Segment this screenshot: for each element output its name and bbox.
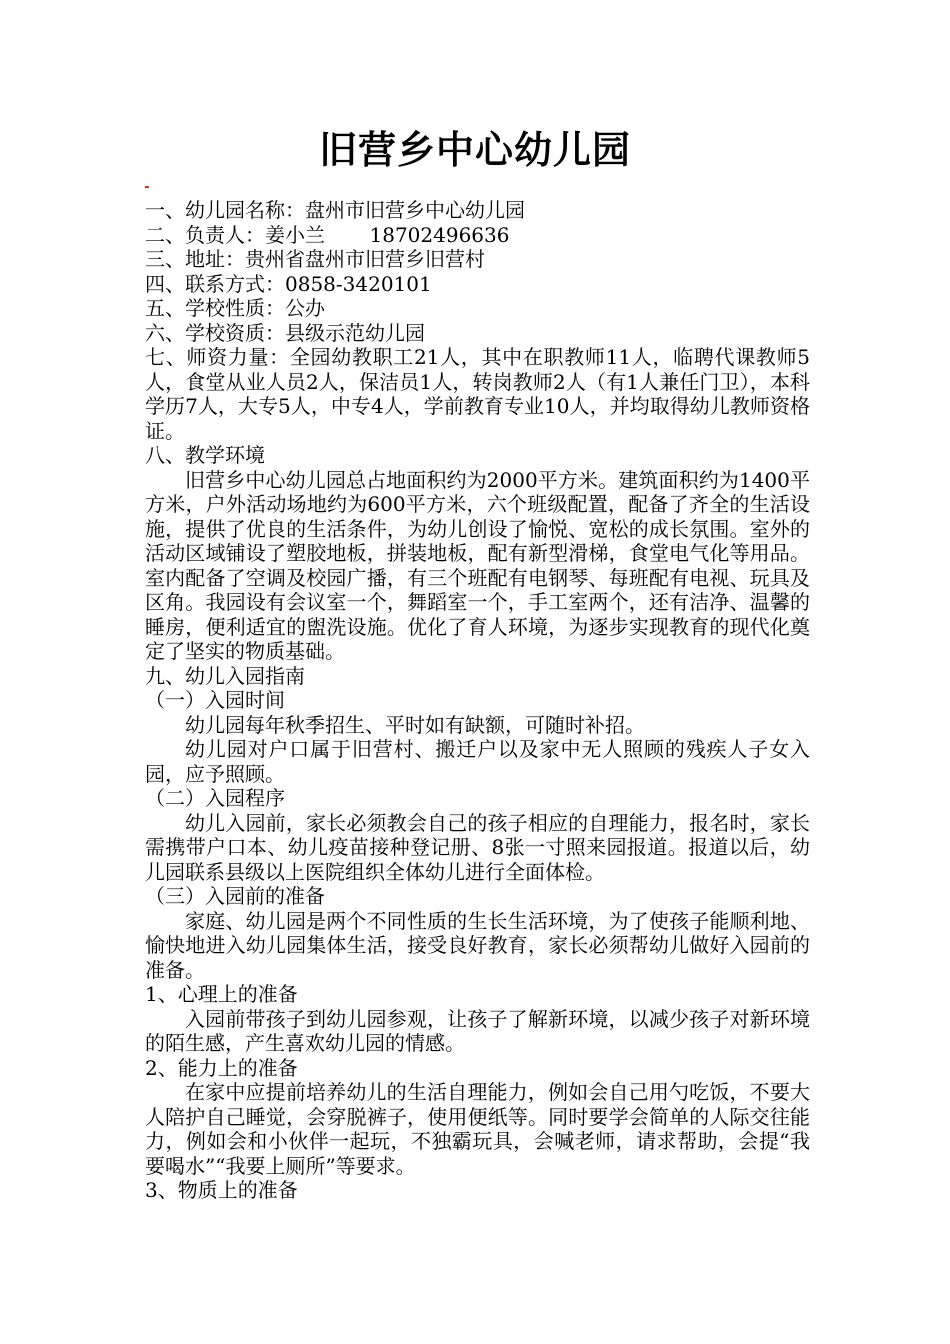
ability-paragraph: 在家中应提前培养幼儿的生活自理能力，例如会自己用勺吃饭，不要大人陪护自己睡觉，会穿脱裤子，使用便纸等。同时要学会简单的人际交往能力，例如会和小伙伴一起玩，不独霸玩具，会喊老师，请求帮助，会提“我要喝水”“我要上厕所”等要求。 — [145, 1080, 810, 1178]
environment-heading: 八、教学环境 — [145, 443, 265, 467]
time-paragraph-1: 幼儿园每年秋季招生、平时如有缺额，可随时补招。 — [185, 712, 645, 737]
teachers-paragraph: 七、师资力量：全园幼教职工21人，其中在职教师11人，临聘代课教师5人，食堂从业人员2人，保洁员1人，转岗教师2人（有1人兼任门卫），本科学历7人，大专5人，中专4人，学前教育专业10人，并均取得幼儿教师资格证。 — [145, 345, 810, 443]
prep-paragraph: 家庭、幼儿园是两个不同性质的生长生活环境，为了使孩子能顺利地、愉快地进入幼儿园集体生活，接受良好教育，家长必须帮幼儿做好入园前的准备。 — [145, 908, 810, 982]
psych-paragraph: 入园前带孩子到幼儿园参观，让孩子了解新环境，以减少孩子对新环境的陌生感，产生喜欢幼儿园的情感。 — [145, 1006, 810, 1055]
material-heading: 3、物质上的准备 — [145, 1178, 298, 1202]
info-nature: 五、学校性质：公办 — [145, 296, 325, 320]
info-person: 二、负责人：姜小兰 18702496636 — [145, 222, 510, 247]
info-contact: 四、联系方式：0858-3420101 — [145, 271, 432, 296]
page-title: 旧营乡中心幼儿园 — [318, 128, 631, 172]
info-address: 三、地址：贵州省盘州市旧营乡旧营村 — [145, 247, 485, 271]
document-body — [145, 198, 810, 1203]
red-mark — [145, 186, 149, 188]
time-heading: （一）入园时间 — [145, 688, 285, 712]
time-paragraph-2: 幼儿园对户口属于旧营村、搬迁户以及家中无人照顾的残疾人子女入园，应予照顾。 — [145, 737, 810, 786]
guide-heading: 九、幼儿入园指南 — [145, 663, 305, 688]
info-qualification: 六、学校资质：县级示范幼儿园 — [145, 320, 425, 345]
environment-paragraph: 旧营乡中心幼儿园总占地面积约为2000平方米。建筑面积约为1400平方米，户外活动场地约为600平方米，六个班级配置，配备了齐全的生活设施，提供了优良的生活条件，为幼儿创设了愉悦、宽松的成长氛围。室外的活动区域铺设了塑胶地板，拼装地板，配有新型滑梯，食堂电气化等用品。室内配备了空调及校园广播，有三个班配有电钢琴、每班配有电视、玩具及区角。我园设有会议室一个，舞蹈室一个，手工室两个，还有洁净、温馨的睡房，便利适宜的盥洗设施。优化了育人环境，为逐步实现教育的现代化奠定了坚实的物质基础。 — [145, 467, 810, 663]
psych-heading: 1、心理上的准备 — [145, 982, 298, 1006]
procedure-heading: （二）入园程序 — [145, 786, 285, 810]
prep-heading: （三）入园前的准备 — [145, 884, 325, 908]
procedure-paragraph: 幼儿入园前，家长必须教会自己的孩子相应的自理能力，报名时，家长需携带户口本、幼儿疫苗接种登记册、8张一寸照来园报道。报道以后，幼儿园联系县级以上医院组织全体幼儿进行全面体检。 — [145, 810, 810, 884]
ability-heading: 2、能力上的准备 — [145, 1055, 298, 1080]
info-name: 一、幼儿园名称：盘州市旧营乡中心幼儿园 — [145, 198, 525, 222]
